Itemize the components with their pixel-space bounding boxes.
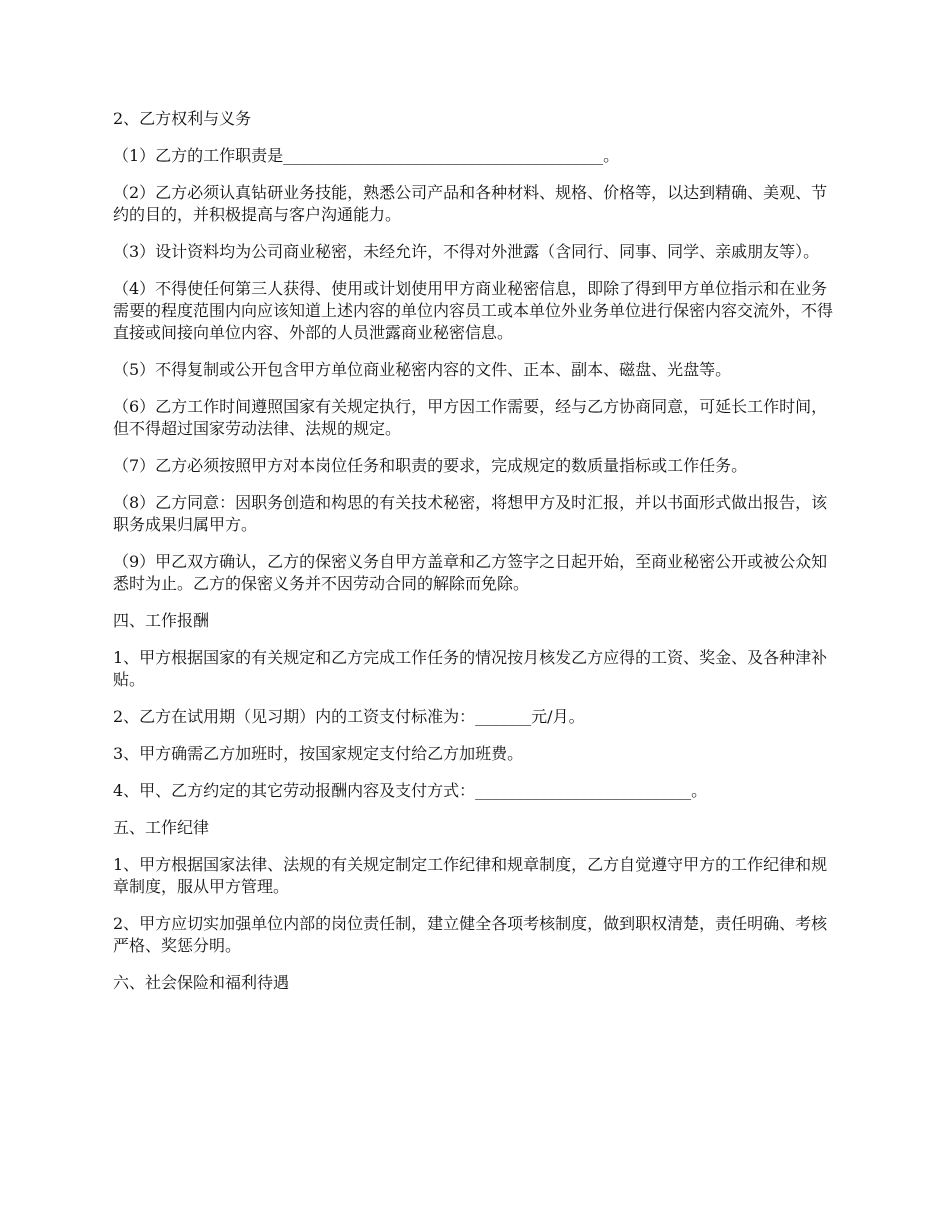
clause-paragraph: 2、乙方在试用期（见习期）内的工资支付标准为：_______元/月。 xyxy=(113,707,585,726)
section-heading: 五、工作纪律 xyxy=(113,818,210,837)
clause-paragraph: （6）乙方工作时间遵照国家有关规定执行，甲方因工作需要，经与乙方协商同意，可延长工作时间，但不得超过国家劳动法律、法规的规定。 xyxy=(113,397,828,438)
clause-paragraph: （8）乙方同意：因职务创造和构思的有关技术秘密，将想甲方及时汇报，并以书面形式做出报告，该职务成果归属甲方。 xyxy=(113,493,828,534)
section-heading: 四、工作报酬 xyxy=(113,611,210,630)
clause-paragraph: 3、甲方确需乙方加班时，按国家规定支付给乙方加班费。 xyxy=(113,744,524,763)
section-heading: 六、社会保险和福利待遇 xyxy=(113,973,290,992)
clause-paragraph: 1、甲方根据国家的有关规定和乙方完成工作任务的情况按月核发乙方应得的工资、奖金、及各种津补贴。 xyxy=(113,648,828,689)
clause-paragraph: （9）甲乙双方确认，乙方的保密义务自甲方盖章和乙方签字之日起开始，至商业秘密公开或被公众知悉时为止。乙方的保密义务并不因劳动合同的解除而免除。 xyxy=(113,552,828,593)
clause-paragraph: （4）不得使任何第三人获得、使用或计划使用甲方商业秘密信息，即除了得到甲方单位指示和在业务需要的程度范围内向应该知道上述内容的单位内容员工或本单位外业务单位进行保密内容交流外，不得直接或间接向单位内容、外部的人员泄露商业秘密信息。 xyxy=(113,279,834,342)
clause-paragraph: 1、甲方根据国家法律、法规的有关规定制定工作纪律和规章制度，乙方自觉遵守甲方的工作纪律和规章制度，服从甲方管理。 xyxy=(113,855,828,896)
clause-paragraph: （2）乙方必须认真钻研业务技能，熟悉公司产品和各种材料、规格、价格等，以达到精确、美观、节约的目的，并积极提高与客户沟通能力。 xyxy=(113,183,828,224)
document-body xyxy=(113,108,843,1009)
clause-paragraph: （3）设计资料均为公司商业秘密，未经允许，不得对外泄露（含同行、同事、同学、亲戚朋友等）。 xyxy=(113,242,820,261)
clause-paragraph: （5）不得复制或公开包含甲方单位商业秘密内容的文件、正本、副本、磁盘、光盘等。 xyxy=(113,360,732,379)
section-heading: 2、乙方权利与义务 xyxy=(113,109,252,128)
clause-paragraph: （1）乙方的工作职责是________________________________________。 xyxy=(113,146,620,165)
clause-paragraph: （7）乙方必须按照甲方对本岗位任务和职责的要求，完成规定的数质量指标或工作任务。 xyxy=(113,456,748,475)
clause-paragraph: 2、甲方应切实加强单位内部的岗位责任制，建立健全各项考核制度，做到职权清楚，责任明确、考核严格、奖惩分明。 xyxy=(113,914,828,955)
clause-paragraph: 4、甲、乙方约定的其它劳动报酬内容及支付方式：___________________________。 xyxy=(113,781,708,800)
